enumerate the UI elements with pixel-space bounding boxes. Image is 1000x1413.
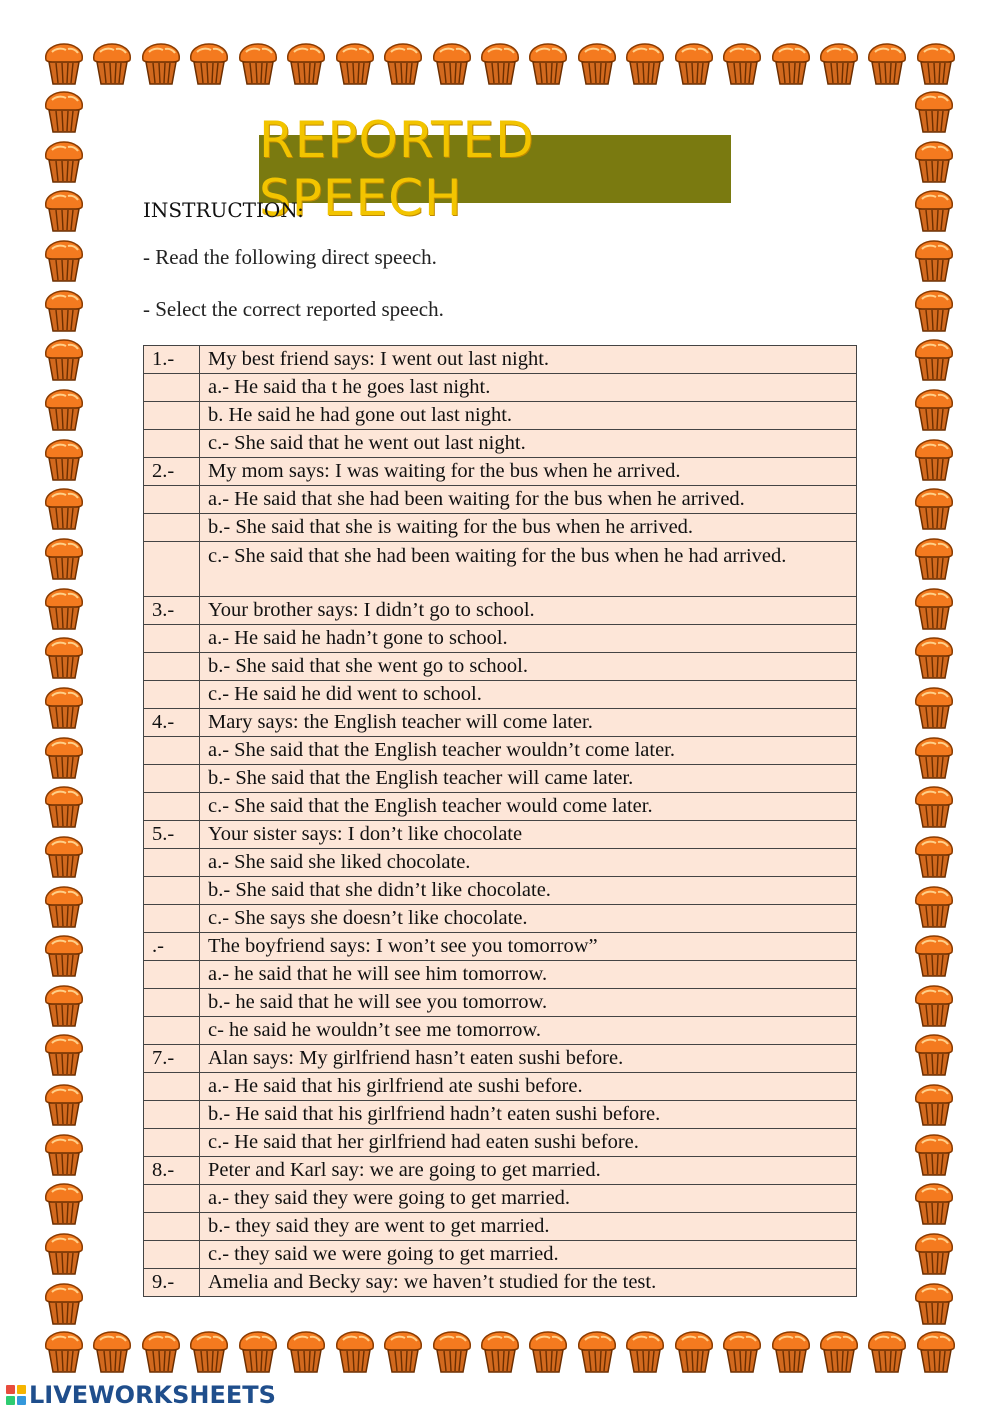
muffin-icon	[40, 88, 88, 136]
instruction-line-2: - Select the correct reported speech.	[143, 297, 444, 321]
row-number: 4.-	[144, 709, 200, 737]
question-text: Mary says: the English teacher will come later.	[200, 709, 857, 737]
question-text: My mom says: I was waiting for the bus when he arrived.	[200, 458, 857, 486]
option-row[interactable]	[144, 961, 857, 989]
muffin-icon	[40, 436, 88, 484]
muffin-icon	[910, 883, 958, 931]
muffin-icon	[40, 833, 88, 881]
muffin-icon	[40, 1131, 88, 1179]
muffin-icon	[282, 40, 330, 88]
muffin-icon	[910, 982, 958, 1030]
row-number	[144, 737, 200, 765]
muffin-icon	[524, 40, 572, 88]
question-text: Your brother says: I didn’t go to school.	[200, 597, 857, 625]
option-text[interactable]: b.- he said that he will see you tomorrow.	[200, 989, 857, 1017]
muffin-icon	[40, 187, 88, 235]
question-row	[144, 821, 857, 849]
option-row[interactable]	[144, 1101, 857, 1129]
muffin-icon	[428, 1328, 476, 1376]
option-row[interactable]	[144, 1017, 857, 1045]
page-title: REPORTED SPEECH	[259, 135, 731, 203]
option-row[interactable]	[144, 653, 857, 681]
question-row	[144, 933, 857, 961]
row-number	[144, 402, 200, 430]
option-text[interactable]: b.- He said that his girlfriend hadn’t eaten sushi before.	[200, 1101, 857, 1129]
row-number: 2.-	[144, 458, 200, 486]
muffin-icon	[910, 1131, 958, 1179]
muffin-icon	[910, 585, 958, 633]
muffin-icon	[910, 734, 958, 782]
muffin-icon	[40, 684, 88, 732]
row-number	[144, 1017, 200, 1045]
muffin-icon	[331, 40, 379, 88]
muffin-icon	[863, 40, 911, 88]
border-right	[910, 88, 958, 1328]
option-text[interactable]: a.- She said she liked chocolate.	[200, 849, 857, 877]
option-row[interactable]	[144, 989, 857, 1017]
question-row	[144, 346, 857, 374]
muffin-icon	[234, 1328, 282, 1376]
muffin-icon	[40, 783, 88, 831]
row-number	[144, 430, 200, 458]
option-text[interactable]: b.- She said that she went go to school.	[200, 653, 857, 681]
muffin-icon	[910, 1180, 958, 1228]
option-row[interactable]	[144, 374, 857, 402]
option-text[interactable]: c.- they said we were going to get married.	[200, 1241, 857, 1269]
option-row[interactable]	[144, 625, 857, 653]
row-number	[144, 1129, 200, 1157]
option-row[interactable]	[144, 793, 857, 821]
muffin-icon	[910, 237, 958, 285]
muffin-icon	[910, 1230, 958, 1278]
muffin-icon	[40, 585, 88, 633]
border-left	[40, 88, 88, 1328]
row-number	[144, 989, 200, 1017]
muffin-icon	[40, 1031, 88, 1079]
muffin-icon	[910, 783, 958, 831]
instruction-label: INSTRUCTION:	[143, 198, 304, 222]
row-number	[144, 681, 200, 709]
option-row[interactable]	[144, 402, 857, 430]
muffin-icon	[621, 40, 669, 88]
row-number	[144, 1213, 200, 1241]
muffin-icon	[910, 436, 958, 484]
row-number: 8.-	[144, 1157, 200, 1185]
option-row[interactable]	[144, 737, 857, 765]
option-text[interactable]: b.- they said they are went to get married.	[200, 1213, 857, 1241]
row-number	[144, 1241, 200, 1269]
row-number: 1.-	[144, 346, 200, 374]
question-text: Peter and Karl say: we are going to get married.	[200, 1157, 857, 1185]
option-row[interactable]	[144, 514, 857, 542]
row-number	[144, 625, 200, 653]
muffin-icon	[185, 1328, 233, 1376]
muffin-icon	[40, 287, 88, 335]
option-row[interactable]	[144, 1185, 857, 1213]
muffin-icon	[331, 1328, 379, 1376]
option-row[interactable]	[144, 430, 857, 458]
muffin-icon	[40, 634, 88, 682]
option-text[interactable]: b.- She said that she didn’t like chocolate.	[200, 877, 857, 905]
muffin-icon	[910, 1280, 958, 1328]
muffin-icon	[476, 1328, 524, 1376]
row-number	[144, 486, 200, 514]
muffin-icon	[910, 187, 958, 235]
muffin-icon	[621, 1328, 669, 1376]
questions-table	[143, 345, 857, 1297]
row-number	[144, 793, 200, 821]
option-text[interactable]: a.- He said he hadn’t gone to school.	[200, 625, 857, 653]
muffin-icon	[379, 40, 427, 88]
muffin-icon	[40, 336, 88, 384]
muffin-icon	[573, 1328, 621, 1376]
border-bottom	[40, 1328, 960, 1376]
option-text[interactable]: c.- He said he did went to school.	[200, 681, 857, 709]
muffin-icon	[137, 1328, 185, 1376]
option-text[interactable]: c.- She said that he went out last night.	[200, 430, 857, 458]
muffin-icon	[815, 1328, 863, 1376]
muffin-icon	[910, 485, 958, 533]
muffin-icon	[863, 1328, 911, 1376]
question-row	[144, 1157, 857, 1185]
option-row[interactable]	[144, 849, 857, 877]
option-text[interactable]: a.- He said that his girlfriend ate sushi before.	[200, 1073, 857, 1101]
question-text: Your sister says: I don’t like chocolate	[200, 821, 857, 849]
option-text[interactable]: a.- She said that the English teacher wouldn’t come later.	[200, 737, 857, 765]
muffin-icon	[234, 40, 282, 88]
option-row[interactable]	[144, 877, 857, 905]
option-text[interactable]: a.- He said that she had been waiting for the bus when he arrived.	[200, 486, 857, 514]
muffin-icon	[40, 40, 88, 88]
muffin-icon	[910, 1081, 958, 1129]
muffin-icon	[40, 237, 88, 285]
option-text[interactable]: c.- She said that the English teacher would come later.	[200, 793, 857, 821]
option-row[interactable]	[144, 1073, 857, 1101]
muffin-icon	[670, 40, 718, 88]
muffin-icon	[815, 40, 863, 88]
muffin-icon	[40, 1081, 88, 1129]
option-row[interactable]	[144, 905, 857, 933]
muffin-icon	[910, 386, 958, 434]
option-row[interactable]	[144, 681, 857, 709]
border-top	[40, 40, 960, 88]
muffin-icon	[910, 138, 958, 186]
muffin-icon	[910, 634, 958, 682]
row-number: 7.-	[144, 1045, 200, 1073]
muffin-icon	[910, 88, 958, 136]
muffin-icon	[40, 485, 88, 533]
muffin-icon	[40, 1180, 88, 1228]
muffin-icon	[88, 1328, 136, 1376]
row-number	[144, 961, 200, 989]
muffin-icon	[40, 1280, 88, 1328]
muffin-icon	[137, 40, 185, 88]
option-text[interactable]: a.- He said tha t he goes last night.	[200, 374, 857, 402]
option-row[interactable]	[144, 1129, 857, 1157]
muffin-icon	[767, 1328, 815, 1376]
muffin-icon	[88, 40, 136, 88]
muffin-icon	[910, 535, 958, 583]
muffin-icon	[910, 833, 958, 881]
row-number	[144, 905, 200, 933]
question-row	[144, 1045, 857, 1073]
muffin-icon	[718, 40, 766, 88]
muffin-icon	[379, 1328, 427, 1376]
question-text: Alan says: My girlfriend hasn’t eaten sushi before.	[200, 1045, 857, 1073]
option-row[interactable]	[144, 765, 857, 793]
muffin-icon	[40, 932, 88, 980]
muffin-icon	[428, 40, 476, 88]
option-text[interactable]: c.- She said that she had been waiting for the bus when he had arrived.	[200, 542, 857, 597]
question-row	[144, 709, 857, 737]
option-row[interactable]	[144, 1213, 857, 1241]
option-text[interactable]: a.- they said they were going to get married.	[200, 1185, 857, 1213]
row-number	[144, 1101, 200, 1129]
muffin-icon	[185, 40, 233, 88]
option-text[interactable]: c- he said he wouldn’t see me tomorrow.	[200, 1017, 857, 1045]
question-text: The boyfriend says: I won’t see you tomorrow”	[200, 933, 857, 961]
option-text[interactable]: a.- he said that he will see him tomorrow.	[200, 961, 857, 989]
muffin-icon	[910, 336, 958, 384]
option-row[interactable]	[144, 486, 857, 514]
muffin-icon	[40, 1230, 88, 1278]
row-number	[144, 877, 200, 905]
instruction-line-1: - Read the following direct speech.	[143, 245, 437, 269]
muffin-icon	[40, 982, 88, 1030]
option-text[interactable]: b.- She said that the English teacher will came later.	[200, 765, 857, 793]
row-number	[144, 1185, 200, 1213]
row-number	[144, 374, 200, 402]
option-row[interactable]	[144, 542, 857, 597]
row-number: 5.-	[144, 821, 200, 849]
row-number	[144, 849, 200, 877]
question-text: Amelia and Becky say: we haven’t studied for the test.	[200, 1269, 857, 1297]
row-number	[144, 765, 200, 793]
muffin-icon	[40, 1328, 88, 1376]
liveworksheets-logo[interactable]	[6, 1381, 276, 1409]
muffin-icon	[910, 684, 958, 732]
row-number	[144, 653, 200, 681]
muffin-icon	[912, 40, 960, 88]
muffin-icon	[40, 535, 88, 583]
row-number	[144, 1073, 200, 1101]
muffin-icon	[40, 883, 88, 931]
muffin-icon	[40, 386, 88, 434]
option-row[interactable]	[144, 1241, 857, 1269]
option-text[interactable]: c.- He said that her girlfriend had eaten sushi before.	[200, 1129, 857, 1157]
muffin-icon	[40, 138, 88, 186]
question-row	[144, 597, 857, 625]
row-number	[144, 542, 200, 597]
muffin-icon	[912, 1328, 960, 1376]
question-text: My best friend says: I went out last night.	[200, 346, 857, 374]
liveworksheets-logo-icon	[6, 1385, 26, 1405]
option-text[interactable]: b. He said he had gone out last night.	[200, 402, 857, 430]
muffin-icon	[910, 1031, 958, 1079]
muffin-icon	[282, 1328, 330, 1376]
muffin-icon	[476, 40, 524, 88]
question-row	[144, 458, 857, 486]
question-row	[144, 1269, 857, 1297]
option-text[interactable]: c.- She says she doesn’t like chocolate.	[200, 905, 857, 933]
muffin-icon	[910, 287, 958, 335]
row-number: .-	[144, 933, 200, 961]
row-number: 9.-	[144, 1269, 200, 1297]
muffin-icon	[910, 932, 958, 980]
muffin-icon	[718, 1328, 766, 1376]
muffin-icon	[670, 1328, 718, 1376]
row-number	[144, 514, 200, 542]
muffin-icon	[767, 40, 815, 88]
muffin-icon	[573, 40, 621, 88]
logo-text: LIVEWORKSHEETS	[29, 1381, 276, 1409]
row-number: 3.-	[144, 597, 200, 625]
muffin-icon	[524, 1328, 572, 1376]
option-text[interactable]: b.- She said that she is waiting for the bus when he arrived.	[200, 514, 857, 542]
muffin-icon	[40, 734, 88, 782]
